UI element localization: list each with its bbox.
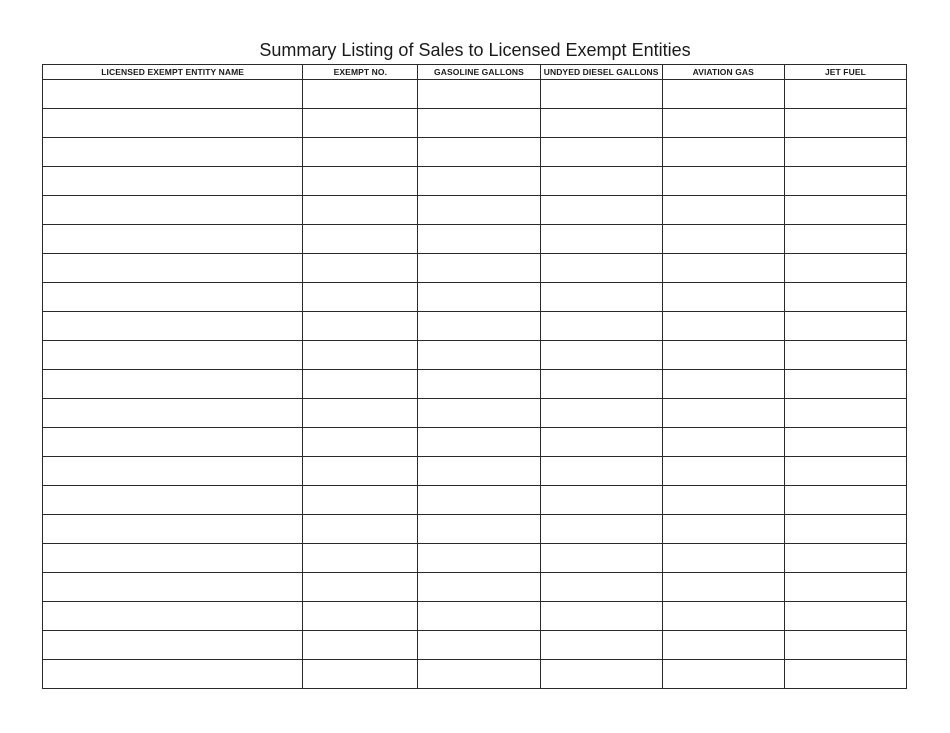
exempt-no-input[interactable] <box>303 660 417 688</box>
exempt-no-input[interactable] <box>303 283 417 311</box>
table-cell-aviation-gas <box>662 341 784 370</box>
table-cell-aviation-gas <box>662 428 784 457</box>
jet-fuel-input[interactable] <box>785 660 906 688</box>
table-cell-undyed-diesel-gallons <box>540 573 662 602</box>
undyed-diesel-gallons-input[interactable] <box>541 196 662 224</box>
gasoline-gallons-input[interactable] <box>418 370 539 398</box>
table-row <box>43 225 907 254</box>
column-header-entity-name: LICENSED EXEMPT ENTITY NAME <box>43 65 303 80</box>
table-cell-gasoline-gallons <box>418 167 540 196</box>
table-cell-aviation-gas <box>662 370 784 399</box>
table-row <box>43 486 907 515</box>
aviation-gas-input[interactable] <box>663 660 784 688</box>
gasoline-gallons-input[interactable] <box>418 399 539 427</box>
jet-fuel-input[interactable] <box>785 544 906 572</box>
table-cell-undyed-diesel-gallons <box>540 254 662 283</box>
exempt-no-input[interactable] <box>303 631 417 659</box>
aviation-gas-input[interactable] <box>663 109 784 137</box>
entity-name-input[interactable] <box>43 544 302 572</box>
table-row <box>43 341 907 370</box>
table-cell-exempt-no <box>303 631 418 660</box>
table-cell-aviation-gas <box>662 109 784 138</box>
aviation-gas-input[interactable] <box>663 138 784 166</box>
table-row <box>43 196 907 225</box>
table-cell-gasoline-gallons <box>418 515 540 544</box>
jet-fuel-input[interactable] <box>785 254 906 282</box>
table-cell-gasoline-gallons <box>418 631 540 660</box>
table-cell-jet-fuel <box>784 138 906 167</box>
table-row <box>43 167 907 196</box>
gasoline-gallons-input[interactable] <box>418 283 539 311</box>
table-body <box>43 80 907 689</box>
table-cell-exempt-no <box>303 109 418 138</box>
exempt-no-input[interactable] <box>303 515 417 543</box>
table-cell-entity-name <box>43 428 303 457</box>
jet-fuel-input[interactable] <box>785 602 906 630</box>
table-cell-exempt-no <box>303 428 418 457</box>
table-cell-exempt-no <box>303 225 418 254</box>
table-cell-exempt-no <box>303 370 418 399</box>
table-cell-gasoline-gallons <box>418 138 540 167</box>
gasoline-gallons-input[interactable] <box>418 225 539 253</box>
table-cell-exempt-no <box>303 312 418 341</box>
jet-fuel-input[interactable] <box>785 341 906 369</box>
table-cell-exempt-no <box>303 80 418 109</box>
undyed-diesel-gallons-input[interactable] <box>541 80 662 108</box>
aviation-gas-input[interactable] <box>663 457 784 485</box>
gasoline-gallons-input[interactable] <box>418 515 539 543</box>
table-cell-aviation-gas <box>662 602 784 631</box>
table-cell-jet-fuel <box>784 283 906 312</box>
table-cell-exempt-no <box>303 573 418 602</box>
table-cell-gasoline-gallons <box>418 109 540 138</box>
table-cell-entity-name <box>43 602 303 631</box>
table-row <box>43 254 907 283</box>
table-cell-gasoline-gallons <box>418 399 540 428</box>
table-row <box>43 660 907 689</box>
table-cell-jet-fuel <box>784 399 906 428</box>
jet-fuel-input[interactable] <box>785 138 906 166</box>
table-cell-aviation-gas <box>662 544 784 573</box>
table-cell-jet-fuel <box>784 370 906 399</box>
table-cell-gasoline-gallons <box>418 573 540 602</box>
aviation-gas-input[interactable] <box>663 515 784 543</box>
jet-fuel-input[interactable] <box>785 515 906 543</box>
table-row <box>43 80 907 109</box>
table-cell-undyed-diesel-gallons <box>540 399 662 428</box>
aviation-gas-input[interactable] <box>663 370 784 398</box>
table-cell-jet-fuel <box>784 486 906 515</box>
exempt-no-input[interactable] <box>303 428 417 456</box>
table-cell-jet-fuel <box>784 457 906 486</box>
table-cell-aviation-gas <box>662 254 784 283</box>
table-cell-undyed-diesel-gallons <box>540 544 662 573</box>
column-header-undyed-diesel-gallons: UNDYED DIESEL GALLONS <box>540 65 662 80</box>
table-cell-exempt-no <box>303 196 418 225</box>
entity-name-input[interactable] <box>43 660 302 688</box>
exempt-no-input[interactable] <box>303 312 417 340</box>
entity-name-input[interactable] <box>43 138 302 166</box>
table-cell-jet-fuel <box>784 225 906 254</box>
entity-name-input[interactable] <box>43 196 302 224</box>
entity-name-input[interactable] <box>43 486 302 514</box>
jet-fuel-input[interactable] <box>785 457 906 485</box>
gasoline-gallons-input[interactable] <box>418 660 539 688</box>
table-cell-aviation-gas <box>662 312 784 341</box>
entity-name-input[interactable] <box>43 457 302 485</box>
table-cell-entity-name <box>43 341 303 370</box>
exempt-no-input[interactable] <box>303 341 417 369</box>
table-row <box>43 457 907 486</box>
table-cell-aviation-gas <box>662 138 784 167</box>
aviation-gas-input[interactable] <box>663 312 784 340</box>
jet-fuel-input[interactable] <box>785 283 906 311</box>
table-cell-gasoline-gallons <box>418 283 540 312</box>
jet-fuel-input[interactable] <box>785 573 906 601</box>
column-header-jet-fuel: JET FUEL <box>784 65 906 80</box>
entity-name-input[interactable] <box>43 225 302 253</box>
table-cell-entity-name <box>43 225 303 254</box>
table-cell-entity-name <box>43 370 303 399</box>
table-cell-gasoline-gallons <box>418 80 540 109</box>
entity-name-input[interactable] <box>43 80 302 108</box>
table-cell-gasoline-gallons <box>418 312 540 341</box>
table-row <box>43 109 907 138</box>
exempt-no-input[interactable] <box>303 167 417 195</box>
column-header-exempt-no: EXEMPT NO. <box>303 65 418 80</box>
table-cell-undyed-diesel-gallons <box>540 631 662 660</box>
table-cell-exempt-no <box>303 602 418 631</box>
table-cell-entity-name <box>43 486 303 515</box>
table-cell-exempt-no <box>303 660 418 689</box>
table-cell-undyed-diesel-gallons <box>540 370 662 399</box>
gasoline-gallons-input[interactable] <box>418 138 539 166</box>
table-cell-undyed-diesel-gallons <box>540 312 662 341</box>
exempt-no-input[interactable] <box>303 196 417 224</box>
table-cell-aviation-gas <box>662 631 784 660</box>
exempt-no-input[interactable] <box>303 457 417 485</box>
table-cell-entity-name <box>43 167 303 196</box>
table-cell-exempt-no <box>303 399 418 428</box>
table-cell-undyed-diesel-gallons <box>540 80 662 109</box>
table-cell-exempt-no <box>303 486 418 515</box>
undyed-diesel-gallons-input[interactable] <box>541 602 662 630</box>
table-cell-jet-fuel <box>784 80 906 109</box>
table-cell-entity-name <box>43 544 303 573</box>
aviation-gas-input[interactable] <box>663 631 784 659</box>
table-cell-jet-fuel <box>784 254 906 283</box>
table-cell-gasoline-gallons <box>418 428 540 457</box>
undyed-diesel-gallons-input[interactable] <box>541 225 662 253</box>
table-cell-jet-fuel <box>784 631 906 660</box>
table-cell-entity-name <box>43 631 303 660</box>
entity-name-input[interactable] <box>43 428 302 456</box>
table-cell-exempt-no <box>303 544 418 573</box>
jet-fuel-input[interactable] <box>785 167 906 195</box>
table-cell-undyed-diesel-gallons <box>540 283 662 312</box>
table-cell-jet-fuel <box>784 167 906 196</box>
undyed-diesel-gallons-input[interactable] <box>541 631 662 659</box>
table-cell-aviation-gas <box>662 515 784 544</box>
table-row <box>43 573 907 602</box>
table-cell-undyed-diesel-gallons <box>540 341 662 370</box>
table-row <box>43 428 907 457</box>
table-row <box>43 515 907 544</box>
undyed-diesel-gallons-input[interactable] <box>541 660 662 688</box>
table-cell-exempt-no <box>303 138 418 167</box>
table-cell-gasoline-gallons <box>418 254 540 283</box>
table-cell-entity-name <box>43 80 303 109</box>
table-row <box>43 631 907 660</box>
exempt-no-input[interactable] <box>303 486 417 514</box>
undyed-diesel-gallons-input[interactable] <box>541 312 662 340</box>
table-cell-jet-fuel <box>784 544 906 573</box>
undyed-diesel-gallons-input[interactable] <box>541 138 662 166</box>
table-cell-aviation-gas <box>662 486 784 515</box>
gasoline-gallons-input[interactable] <box>418 254 539 282</box>
table-cell-entity-name <box>43 515 303 544</box>
jet-fuel-input[interactable] <box>785 80 906 108</box>
table-cell-undyed-diesel-gallons <box>540 138 662 167</box>
table-cell-entity-name <box>43 254 303 283</box>
table-cell-exempt-no <box>303 283 418 312</box>
entity-name-input[interactable] <box>43 631 302 659</box>
undyed-diesel-gallons-input[interactable] <box>541 370 662 398</box>
undyed-diesel-gallons-input[interactable] <box>541 457 662 485</box>
gasoline-gallons-input[interactable] <box>418 428 539 456</box>
table-cell-aviation-gas <box>662 573 784 602</box>
sales-summary-table <box>42 64 907 689</box>
table-cell-undyed-diesel-gallons <box>540 428 662 457</box>
table-cell-jet-fuel <box>784 341 906 370</box>
column-header-aviation-gas: AVIATION GAS <box>662 65 784 80</box>
table-cell-undyed-diesel-gallons <box>540 457 662 486</box>
undyed-diesel-gallons-input[interactable] <box>541 486 662 514</box>
gasoline-gallons-input[interactable] <box>418 544 539 572</box>
exempt-no-input[interactable] <box>303 138 417 166</box>
table-cell-entity-name <box>43 399 303 428</box>
table-cell-gasoline-gallons <box>418 196 540 225</box>
table-cell-undyed-diesel-gallons <box>540 602 662 631</box>
table-row <box>43 312 907 341</box>
exempt-no-input[interactable] <box>303 109 417 137</box>
undyed-diesel-gallons-input[interactable] <box>541 167 662 195</box>
table-cell-undyed-diesel-gallons <box>540 660 662 689</box>
table-cell-exempt-no <box>303 254 418 283</box>
table-row <box>43 283 907 312</box>
table-cell-undyed-diesel-gallons <box>540 196 662 225</box>
exempt-no-input[interactable] <box>303 399 417 427</box>
table-row <box>43 602 907 631</box>
table-cell-entity-name <box>43 457 303 486</box>
table-cell-gasoline-gallons <box>418 457 540 486</box>
table-cell-jet-fuel <box>784 312 906 341</box>
entity-name-input[interactable] <box>43 341 302 369</box>
aviation-gas-input[interactable] <box>663 196 784 224</box>
table-cell-undyed-diesel-gallons <box>540 167 662 196</box>
form-title: Summary Listing of Sales to Licensed Exempt Entities <box>259 40 691 60</box>
jet-fuel-input[interactable] <box>785 428 906 456</box>
table-cell-gasoline-gallons <box>418 225 540 254</box>
table-cell-exempt-no <box>303 457 418 486</box>
aviation-gas-input[interactable] <box>663 573 784 601</box>
entity-name-input[interactable] <box>43 109 302 137</box>
aviation-gas-input[interactable] <box>663 283 784 311</box>
entity-name-input[interactable] <box>43 370 302 398</box>
aviation-gas-input[interactable] <box>663 225 784 253</box>
table-cell-jet-fuel <box>784 602 906 631</box>
table-row <box>43 544 907 573</box>
aviation-gas-input[interactable] <box>663 602 784 630</box>
entity-name-input[interactable] <box>43 167 302 195</box>
table-cell-aviation-gas <box>662 283 784 312</box>
undyed-diesel-gallons-input[interactable] <box>541 399 662 427</box>
table-cell-gasoline-gallons <box>418 660 540 689</box>
gasoline-gallons-input[interactable] <box>418 602 539 630</box>
jet-fuel-input[interactable] <box>785 196 906 224</box>
jet-fuel-input[interactable] <box>785 370 906 398</box>
table-cell-aviation-gas <box>662 399 784 428</box>
gasoline-gallons-input[interactable] <box>418 80 539 108</box>
entity-name-input[interactable] <box>43 515 302 543</box>
exempt-no-input[interactable] <box>303 370 417 398</box>
table-row <box>43 138 907 167</box>
table-cell-entity-name <box>43 196 303 225</box>
column-header-gasoline-gallons: GASOLINE GALLONS <box>418 65 540 80</box>
table-cell-aviation-gas <box>662 80 784 109</box>
table-cell-entity-name <box>43 109 303 138</box>
table-cell-entity-name <box>43 660 303 689</box>
exempt-no-input[interactable] <box>303 80 417 108</box>
undyed-diesel-gallons-input[interactable] <box>541 341 662 369</box>
jet-fuel-input[interactable] <box>785 225 906 253</box>
table-row <box>43 370 907 399</box>
table-cell-gasoline-gallons <box>418 602 540 631</box>
table-row <box>43 399 907 428</box>
table-cell-gasoline-gallons <box>418 486 540 515</box>
exempt-no-input[interactable] <box>303 602 417 630</box>
gasoline-gallons-input[interactable] <box>418 457 539 485</box>
table-header-row <box>43 65 907 80</box>
table-cell-jet-fuel <box>784 573 906 602</box>
entity-name-input[interactable] <box>43 602 302 630</box>
entity-name-input[interactable] <box>43 399 302 427</box>
aviation-gas-input[interactable] <box>663 486 784 514</box>
table-cell-entity-name <box>43 138 303 167</box>
table-cell-gasoline-gallons <box>418 544 540 573</box>
table-cell-aviation-gas <box>662 225 784 254</box>
entity-name-input[interactable] <box>43 312 302 340</box>
gasoline-gallons-input[interactable] <box>418 196 539 224</box>
table-cell-gasoline-gallons <box>418 341 540 370</box>
table-cell-aviation-gas <box>662 457 784 486</box>
table-cell-entity-name <box>43 573 303 602</box>
aviation-gas-input[interactable] <box>663 544 784 572</box>
aviation-gas-input[interactable] <box>663 167 784 195</box>
undyed-diesel-gallons-input[interactable] <box>541 254 662 282</box>
table-cell-exempt-no <box>303 341 418 370</box>
table-cell-undyed-diesel-gallons <box>540 486 662 515</box>
gasoline-gallons-input[interactable] <box>418 631 539 659</box>
aviation-gas-input[interactable] <box>663 80 784 108</box>
entity-name-input[interactable] <box>43 283 302 311</box>
table-cell-undyed-diesel-gallons <box>540 515 662 544</box>
table-cell-exempt-no <box>303 167 418 196</box>
table-cell-aviation-gas <box>662 196 784 225</box>
table-cell-jet-fuel <box>784 109 906 138</box>
gasoline-gallons-input[interactable] <box>418 109 539 137</box>
undyed-diesel-gallons-input[interactable] <box>541 109 662 137</box>
gasoline-gallons-input[interactable] <box>418 167 539 195</box>
aviation-gas-input[interactable] <box>663 428 784 456</box>
table-cell-entity-name <box>43 283 303 312</box>
gasoline-gallons-input[interactable] <box>418 486 539 514</box>
table-cell-jet-fuel <box>784 196 906 225</box>
jet-fuel-input[interactable] <box>785 109 906 137</box>
exempt-no-input[interactable] <box>303 544 417 572</box>
table-cell-jet-fuel <box>784 428 906 457</box>
undyed-diesel-gallons-input[interactable] <box>541 428 662 456</box>
table-cell-aviation-gas <box>662 167 784 196</box>
entity-name-input[interactable] <box>43 254 302 282</box>
table-cell-jet-fuel <box>784 515 906 544</box>
aviation-gas-input[interactable] <box>663 254 784 282</box>
jet-fuel-input[interactable] <box>785 312 906 340</box>
table-cell-gasoline-gallons <box>418 370 540 399</box>
undyed-diesel-gallons-input[interactable] <box>541 544 662 572</box>
table-cell-exempt-no <box>303 515 418 544</box>
table-cell-jet-fuel <box>784 660 906 689</box>
undyed-diesel-gallons-input[interactable] <box>541 573 662 601</box>
exempt-no-input[interactable] <box>303 225 417 253</box>
aviation-gas-input[interactable] <box>663 399 784 427</box>
undyed-diesel-gallons-input[interactable] <box>541 515 662 543</box>
exempt-no-input[interactable] <box>303 254 417 282</box>
jet-fuel-input[interactable] <box>785 631 906 659</box>
table-cell-undyed-diesel-gallons <box>540 225 662 254</box>
table-cell-entity-name <box>43 312 303 341</box>
gasoline-gallons-input[interactable] <box>418 312 539 340</box>
gasoline-gallons-input[interactable] <box>418 573 539 601</box>
undyed-diesel-gallons-input[interactable] <box>541 283 662 311</box>
jet-fuel-input[interactable] <box>785 486 906 514</box>
table-cell-aviation-gas <box>662 660 784 689</box>
table-cell-undyed-diesel-gallons <box>540 109 662 138</box>
aviation-gas-input[interactable] <box>663 341 784 369</box>
entity-name-input[interactable] <box>43 573 302 601</box>
gasoline-gallons-input[interactable] <box>418 341 539 369</box>
exempt-no-input[interactable] <box>303 573 417 601</box>
jet-fuel-input[interactable] <box>785 399 906 427</box>
